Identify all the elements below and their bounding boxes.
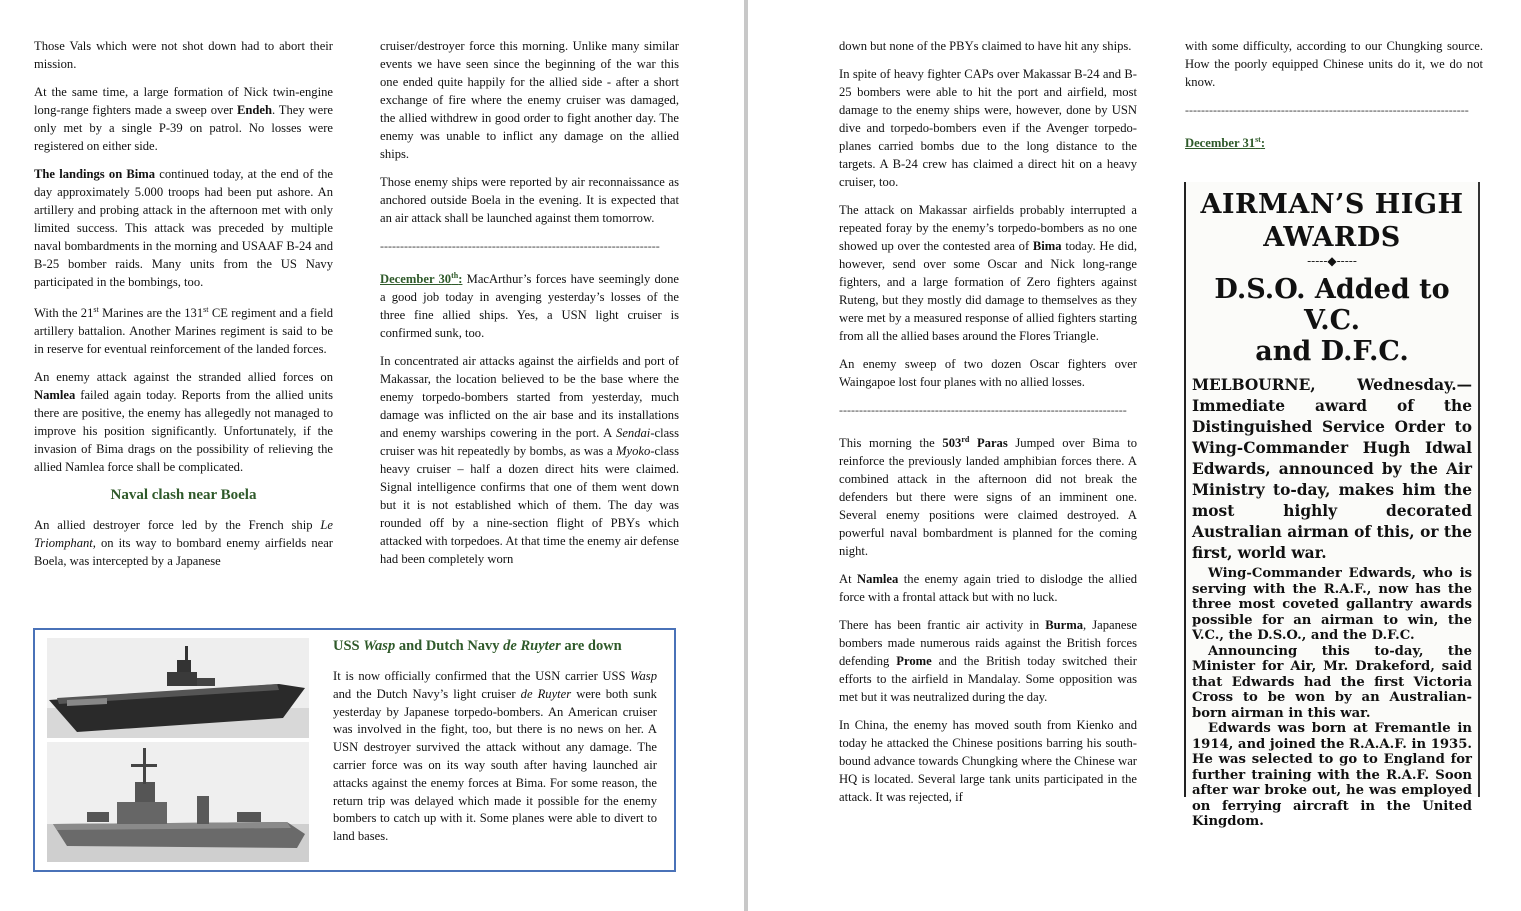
divider: -----------------------------------------------------------------------: [1185, 103, 1469, 117]
clipping-ornament: -----◆-----: [1307, 254, 1357, 268]
headline-line: AIRMAN’S HIGH: [1200, 189, 1464, 220]
cruiser-photo: [47, 742, 309, 862]
paragraph: The attack on Makassar airfields probably interrupted a repeated foray by the enemy’s torpedo-bombers as no one showed up over the contested area of Bima today. He did, however, send over some Oscar and Nick long-range fighters, and a large formation of Zero fighters against Ruteng, but they mostly did damage to themselves as they were met by a measured response of allied fighters starting from all the allied bases around the Flores Triangle.: [839, 203, 1137, 343]
paragraph: down but none of the PBYs claimed to have hit any ships.: [839, 39, 1132, 53]
paragraph: There has been frantic air activity in Burma, Japanese bombers made numerous raids against the British forces defending Prome and the British today switched their efforts to the airfield in Mandalay. Some opposition was met but it was neutralized during the day.: [839, 618, 1138, 705]
subheadline-line: D.S.O. Added to V.C.: [1214, 274, 1450, 336]
clipping-headline: [1186, 188, 1478, 254]
column-3: [839, 37, 1137, 816]
box-title: USS Wasp and Dutch Navy de Ruyter are down: [333, 638, 622, 654]
clipping-paragraph: Edwards was born at Fremantle in 1914, and joined the R.A.A.F. in 1935. He was selected to go to England for further training with the R.A.F. Soon after war broke out, he was employed on ferrying aircraft in the United Kingdom.: [1192, 721, 1472, 829]
column-4: [1185, 37, 1483, 162]
paragraph: Those Vals which were not shot down had to abort their mission.: [34, 39, 333, 71]
left-page: [0, 0, 744, 911]
headline-line: AWARDS: [1263, 222, 1401, 253]
paragraph: Those enemy ships were reported by air reconnaissance as anchored outside Boela in the evening. It is expected that an air attack shall be launched against them tomorrow.: [380, 175, 679, 225]
newspaper-clipping: [1184, 182, 1480, 829]
divider: ----------------------------------------------------------------------: [380, 239, 660, 253]
boxed-article: [33, 628, 676, 872]
paragraph: With the 21st Marines are the 131st CE regiment and a field artillery battalion. Another Marines regiment is said to be in reserve for eventual reinforcement of the landed forces.: [34, 305, 334, 357]
column-1: [34, 37, 333, 580]
paragraph: In China, the enemy has moved south from Kienko and today he attacked the Chinese positions barring his south-bound advance towards Chungking where the Chinese war HQ is located. Several large tank units participated in the attack. It was rejected, if: [839, 718, 1137, 805]
paragraph: cruiser/destroyer force this morning. Unlike many similar events we have seen since the beginning of the war this one ended quite happily for the allied side - after a short exchange of fire where the enemy cruiser was damaged, the allied withdrew in good order to fight another day. The enemy was unable to inflict any damage on the allied ships.: [380, 39, 679, 161]
light-cruiser-image: [47, 742, 309, 862]
clipping-subheadline: [1186, 274, 1478, 367]
paragraph: An enemy sweep of two dozen Oscar fighters over Waingapoe lost four planes with no allied losses.: [839, 357, 1137, 389]
date-heading: December 31st:: [1185, 135, 1266, 151]
right-page: [748, 0, 1521, 911]
carrier-photo: [47, 638, 309, 738]
paragraph: An allied destroyer force led by the French ship Le Triomphant, on its way to bombard enemy airfields near Boela, was intercepted by a Japanese: [34, 518, 333, 569]
paragraph: An enemy attack against the stranded allied forces on Namlea failed again today. Reports from the allied units there are positive, the enemy has allegedly not managed to improve his position significantly. Unfortunately, if the invasion of Bima drags on the possibility of relieving the allied Namlea force shall be complicated.: [34, 370, 333, 475]
date-heading: December 30th:: [380, 271, 463, 287]
paragraph: In spite of heavy fighter CAPs over Makassar B-24 and B-25 bombers were able to hit the port and airfield, most damage to the enemy ships were, however, done by USN dive and torpedo-bombers even if the Avenger torpedo-planes carried bombs due to the long distance to the targets. A B-24 crew has claimed a direct hit on a heavy cruiser, too.: [839, 67, 1137, 189]
section-title: Naval clash near Boela: [110, 487, 257, 504]
box-text: It is now officially confirmed that the USN carrier USS Wasp and the Dutch Navy’s light cruiser de Ruyter were both sunk yesterday by Japanese torpedo-bombers. An American cruiser was involved in the fight, too, but there is no news on her. A USN destroyer survived the attack without any damage. The carrier force was on its way south after having launched air attacks against the enemy forces at Bima. For some reason, the return trip was delayed which made it possible for the enemy bombers to catch up with it. Some planes were able to divert to land bases.: [333, 669, 657, 844]
clipping-paragraph: Announcing this to-day, the Minister for Air, Mr. Drakeford, said that Edwards had the first Victoria Cross to be won by an Australian-born airman in this war.: [1192, 643, 1472, 721]
paragraph: The landings on Bima continued today, at the end of the day approximately 5.000 troops had been put ashore. An artillery and probing attack in the afternoon met with only limited success. This attack was preceded by multiple naval bombardments in the morning and USAAF B-24 and B-25 bomber raids. Many units from the US Navy participated in the bombings, too.: [34, 167, 333, 289]
subheadline-line: and D.F.C.: [1255, 336, 1409, 367]
date-paragraph: [1185, 131, 1483, 152]
aircraft-carrier-image: [47, 638, 309, 738]
clipping-paragraph: Wing-Commander Edwards, who is serving with the R.A.F., now has the three most coveted gallantry awards possible for an airman to win, the V.C., the D.S.O., and the D.F.C.: [1192, 566, 1472, 643]
clipping-lead: MELBOURNE, Wednesday.— Immediate award of the Distinguished Service Order to Wing-Commander Hugh Idwal Edwards, announced by the Air Ministry to-day, makes him the most highly decorated Australian airman of this, or the first, world war.: [1192, 376, 1472, 562]
paragraph: This morning the 503rd Paras Jumped over Bima to reinforce the previously landed amphibian forces there. A combined attack in the afternoon did not break the defenders but there were signs of an imminent one. Several enemy positions were claimed destroyed. A powerful naval bombardment is planned for the coming night.: [839, 435, 1137, 559]
column-2: [380, 37, 679, 578]
divider: ------------------------------------------------------------------------: [839, 403, 1127, 417]
paragraph: In concentrated air attacks against the airfields and port of Makassar, the location believed to be the base where the enemy torpedo-bombers started from yesterday, much damage was inflicted on the air base and its installations and enemy warships cowering in the port. A Sendai-class cruiser was hit repeatedly by bombs, as was a Myoko-class heavy cruiser – half a dozen direct hits were claimed. Signal intelligence confirms that one of them went down but it is not established which of them. The day was rounded off by a nine-section flight of PBYs which attacked with torpedoes. At that time the enemy air defense had been completely worn: [380, 354, 679, 567]
paragraph: with some difficulty, according to our Chungking source. How the poorly equipped Chinese units do it, we do not know.: [1185, 39, 1483, 89]
clipping-body: [1186, 564, 1478, 830]
paragraph: December 30th: MacArthur’s forces have seemingly done a good job today in avenging yesterday’s losses of the three fine allied ships. Yes, a USN light cruiser is confirmed sunk, too.: [380, 271, 679, 341]
paragraph: At Namlea the enemy again tried to dislodge the allied force with a frontal attack but with no luck.: [839, 572, 1137, 605]
paragraph: At the same time, a large formation of Nick twin-engine long-range fighters made a sweep over Endeh. They were only met by a single P-39 on patrol. No losses were registered on either side.: [34, 85, 334, 153]
